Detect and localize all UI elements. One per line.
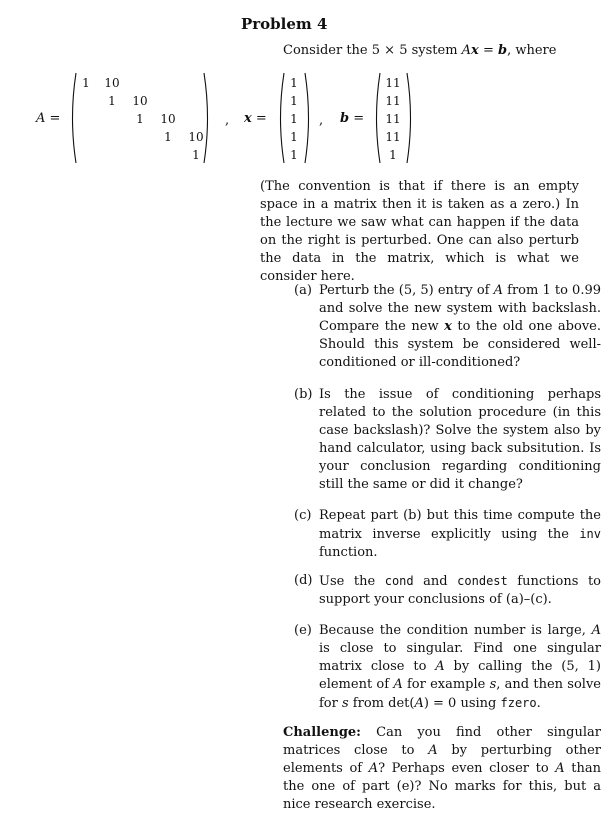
part-c bbox=[294, 507, 601, 562]
text-segment: is close to singular. Find one singular matrix close to bbox=[319, 641, 601, 674]
matrix-a-entry: 1 bbox=[82, 76, 90, 90]
challenge-heading: Challenge: bbox=[283, 725, 361, 740]
vector-b-entry: 11 bbox=[385, 130, 401, 144]
vector-x-comma: , bbox=[319, 113, 324, 128]
vector-x-entry: 1 bbox=[290, 148, 298, 162]
part-e bbox=[294, 622, 601, 713]
text-segment: and bbox=[413, 574, 458, 589]
matrix-a-equals: = bbox=[49, 111, 61, 126]
text-segment: A bbox=[555, 761, 565, 776]
text-segment: Can you find other singular matrices close to bbox=[283, 725, 601, 758]
matrix-a-comma: , bbox=[225, 113, 230, 128]
text-segment: condest bbox=[457, 574, 508, 588]
part-body bbox=[319, 282, 601, 372]
challenge-paragraph bbox=[283, 724, 601, 814]
text-segment: x bbox=[444, 319, 452, 334]
text-segment: Repeat part (b) but this time compute the matrix inverse explicitly using the bbox=[319, 508, 601, 542]
vector-x-entry: 1 bbox=[290, 76, 298, 90]
text-segment: by perturbing other elements of bbox=[283, 743, 601, 776]
text-segment: , and then solve for bbox=[319, 677, 601, 711]
vector-b-symbol: b bbox=[340, 111, 350, 126]
matrix-a-symbol: A bbox=[36, 111, 46, 126]
text-segment: from 1 to 0.99 and solve the new system with backslash. Compare the new bbox=[319, 283, 602, 334]
text-segment: cond bbox=[384, 574, 414, 588]
part-body bbox=[319, 507, 601, 562]
matrix-a-entry: 10 bbox=[188, 130, 204, 144]
text-segment: Perturb the (5, 5) entry of bbox=[319, 283, 494, 298]
intro-A: A bbox=[461, 43, 472, 58]
intro-eq: = bbox=[478, 43, 498, 58]
text-segment: s bbox=[342, 696, 349, 711]
part-a bbox=[294, 282, 601, 372]
convention-paragraph: (The convention is that if there is an empty space in a matrix then it is taken as a zero.) In the lecture we saw what can happen if the data on the right is perturbed. One can also perturb the data in the matrix, which is what we consider here. bbox=[260, 179, 579, 284]
text-segment: Use the bbox=[319, 574, 385, 589]
vector-x-equals: = bbox=[255, 111, 267, 126]
matrix-a-entry: 1 bbox=[136, 112, 144, 126]
text-segment: A bbox=[368, 761, 379, 776]
part-body bbox=[319, 386, 601, 494]
matrix-a-entry: 10 bbox=[132, 94, 148, 108]
text-segment: for example bbox=[402, 677, 490, 692]
part-body bbox=[319, 622, 601, 713]
matrix-a-entry: 1 bbox=[164, 130, 172, 144]
matrix-a-entry: 10 bbox=[104, 76, 120, 90]
vector-x-label bbox=[244, 111, 267, 126]
part-label: (c) bbox=[294, 508, 312, 523]
text-segment: function. bbox=[319, 545, 378, 560]
text-segment: Because the condition number is large, bbox=[319, 623, 592, 638]
part-label: (d) bbox=[294, 573, 313, 588]
text-segment: by calling the (5, 1) element of bbox=[319, 659, 601, 692]
text-segment: A bbox=[493, 283, 504, 298]
text-segment: . bbox=[536, 696, 541, 711]
part-label: (e) bbox=[294, 623, 312, 638]
vector-x-symbol: x bbox=[244, 111, 252, 126]
part-label: (a) bbox=[294, 283, 312, 298]
vector-b-entry: 11 bbox=[385, 112, 401, 126]
matrix-a-label bbox=[36, 111, 60, 126]
text-segment: to the old one above. Should this system be considered well-conditioned or ill-conditioned? bbox=[319, 319, 601, 370]
part-body bbox=[319, 572, 601, 609]
text-segment: fzero bbox=[500, 696, 537, 710]
vector-x-entry: 1 bbox=[290, 112, 298, 126]
part-label: (b) bbox=[294, 387, 313, 402]
vector-b-entry: 1 bbox=[389, 148, 397, 162]
matrix-a-entry: 1 bbox=[192, 148, 200, 162]
text-segment: A bbox=[414, 696, 424, 711]
part-d bbox=[294, 572, 601, 609]
matrix-a-entry: 10 bbox=[160, 112, 176, 126]
vector-x-entry: 1 bbox=[290, 94, 298, 108]
text-segment: A bbox=[428, 743, 438, 758]
part-b bbox=[294, 386, 601, 494]
matrix-a-entry: 1 bbox=[108, 94, 116, 108]
vector-x-entry: 1 bbox=[290, 130, 298, 144]
text-segment: inv bbox=[579, 527, 601, 541]
text-segment: ? Perhaps even closer to bbox=[378, 761, 556, 776]
text-segment: than the one of part (e)? No marks for this, but a nice research exercise. bbox=[283, 761, 601, 812]
problem-title: Problem 4 bbox=[241, 15, 328, 33]
intro-b: b bbox=[497, 43, 508, 58]
text-segment: functions to support your conclusions of (a)–(c). bbox=[319, 574, 601, 607]
intro-suffix: , where bbox=[507, 43, 557, 58]
text-segment: A bbox=[591, 623, 601, 638]
text-segment: ) = 0 using bbox=[423, 696, 501, 711]
text-segment: A bbox=[435, 659, 445, 674]
text-segment: Is the issue of conditioning perhaps related to the solution procedure (in this case backslash)? Solve the system also by hand calculator, using back subsitution. Is your conclusion regarding conditioning still the same or did it change? bbox=[319, 387, 601, 492]
intro-prefix: Consider the 5 × 5 system bbox=[283, 43, 462, 58]
text-segment: A bbox=[393, 677, 403, 692]
text-segment: from det( bbox=[348, 696, 415, 711]
intro-line bbox=[283, 43, 556, 58]
vector-b-label bbox=[340, 111, 364, 126]
intro-x: x bbox=[471, 43, 479, 58]
vector-b-entry: 11 bbox=[385, 76, 401, 90]
vector-b-equals: = bbox=[353, 111, 365, 126]
text-segment: s bbox=[489, 677, 497, 692]
vector-b-entry: 11 bbox=[385, 94, 401, 108]
